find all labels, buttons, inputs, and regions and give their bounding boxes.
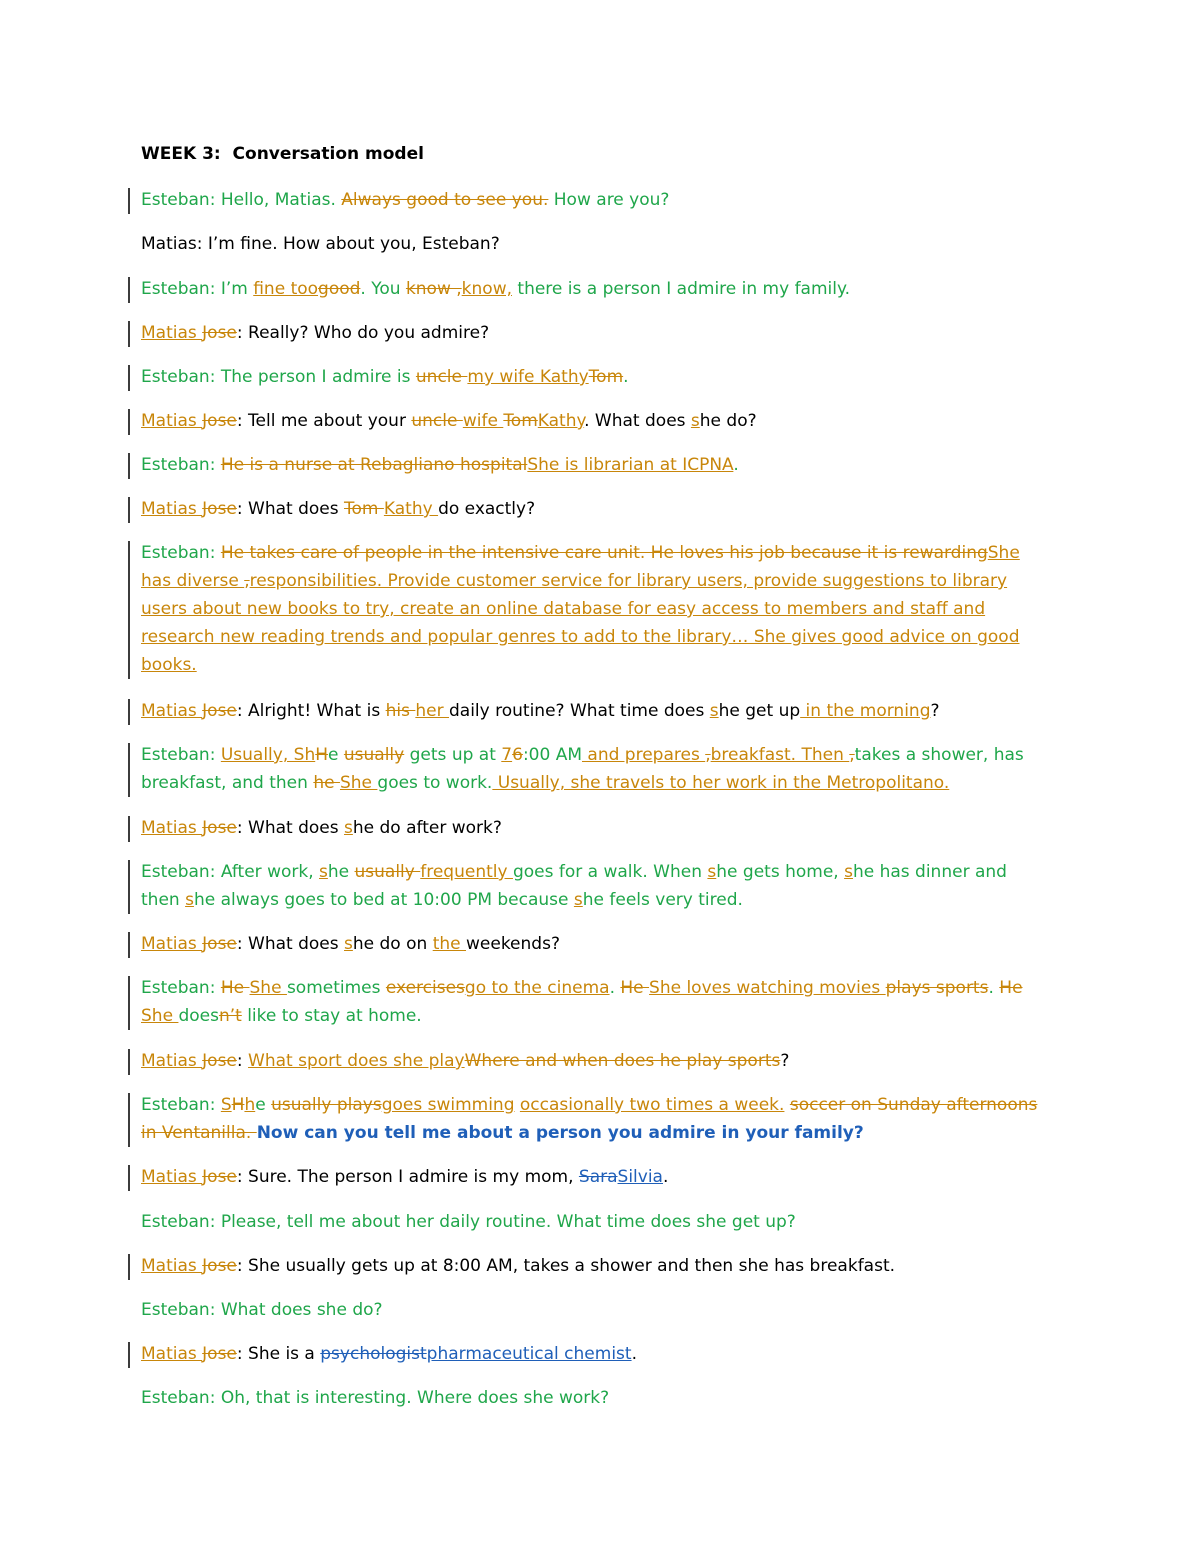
text-run: Esteban: (141, 978, 221, 998)
text-run: pharmaceutical chemist (426, 1344, 632, 1364)
text-run: e (328, 745, 344, 765)
text-run: Sara (578, 1167, 618, 1187)
text-run: : What does (236, 818, 345, 838)
dialogue-line (141, 363, 1046, 391)
text-run: takes a shower, has breakfast, and then (141, 745, 1024, 793)
text-run: Matias (141, 1256, 203, 1276)
dialogue-line (141, 1163, 1046, 1191)
text-run: . (662, 1167, 669, 1187)
document-title: WEEK 3: Conversation model (141, 144, 424, 164)
text-run: h (244, 1095, 256, 1115)
text-run: Matias (141, 1051, 203, 1071)
text-run: : (236, 1051, 249, 1071)
text-run: He (620, 978, 650, 998)
text-run: Esteban: I’m (141, 279, 254, 299)
text-run: exercises (385, 978, 465, 998)
text-run: She (339, 773, 378, 793)
text-run: Silvia (617, 1167, 663, 1187)
text-run: 6 (512, 745, 523, 765)
revision-change-bar (128, 699, 130, 725)
text-run: he get up (718, 701, 801, 721)
text-run: he (313, 773, 340, 793)
text-run: . (733, 455, 739, 475)
revision-change-bar (128, 321, 130, 347)
text-run: Matias (141, 411, 203, 431)
text-run: . What does (584, 411, 691, 431)
text-run: Jose (202, 701, 237, 721)
text-run: S (220, 1095, 232, 1115)
text-run: , (244, 571, 250, 591)
text-run: Jose (202, 323, 237, 343)
revision-change-bar (128, 816, 130, 842)
dialogue-line (141, 1091, 1046, 1147)
dialogue-line (141, 539, 1046, 679)
text-run: goes for a walk. When (512, 862, 708, 882)
text-run: : Tell me about your (236, 411, 412, 431)
text-run: Where and when does he play sports (464, 1051, 781, 1071)
revision-change-bar (128, 277, 130, 303)
revision-change-bar (128, 365, 130, 391)
text-run: She loves watching movies (649, 978, 886, 998)
text-run: . (609, 978, 621, 998)
text-run: occasionally two times a week. (519, 1095, 785, 1115)
text-run: : What does (236, 499, 345, 519)
text-run: Esteban: What does she do? (141, 1300, 383, 1320)
text-run: Matias (141, 818, 203, 838)
text-run: he always goes to bed at 10:00 PM because (193, 890, 574, 910)
text-run: How are you? (548, 190, 670, 210)
text-run: 7 (501, 745, 513, 765)
dialogue-line (141, 1340, 1046, 1368)
revision-change-bar (128, 1342, 130, 1368)
text-run: H (231, 1095, 245, 1115)
text-run: Jose (202, 1167, 237, 1187)
text-run: . (623, 367, 629, 387)
text-run: She has diverse (141, 543, 1020, 591)
text-run: Esteban: Please, tell me about her daily routine. What time does she get up? (141, 1212, 796, 1232)
text-run: he do? (699, 411, 757, 431)
text-run: soccer on Sunday afternoons in Ventanilla. (141, 1095, 1038, 1143)
text-run: She (249, 978, 287, 998)
dialogue-line (141, 1047, 1046, 1075)
text-run: s (319, 862, 328, 882)
text-run: , (705, 745, 711, 765)
text-run: Tom (588, 367, 624, 387)
text-run: Tom (503, 411, 538, 431)
text-run: He (220, 978, 250, 998)
dialogue-line (141, 495, 1046, 523)
text-run: Matias (141, 1167, 203, 1187)
text-run: Jose (202, 1256, 237, 1276)
text-run: Always good to see you. (341, 190, 549, 210)
text-run: Esteban: Hello, Matias. (141, 190, 342, 210)
text-run: breakfast. Then (710, 745, 850, 765)
revision-change-bar (128, 932, 130, 958)
text-run: sometimes (286, 978, 386, 998)
text-run: wife (462, 411, 504, 431)
text-run: in the morning (800, 701, 931, 721)
text-run: H (315, 745, 329, 765)
dialogue-line (141, 1252, 1046, 1280)
text-run: : Sure. The person I admire is my mom, (236, 1167, 579, 1187)
text-run: and prepares (582, 745, 706, 765)
text-run: : What does (236, 934, 345, 954)
revision-change-bar (128, 453, 130, 479)
dialogue-line (141, 974, 1046, 1030)
text-run: Kathy (383, 499, 439, 519)
text-run: gets up at (404, 745, 502, 765)
text-run: usually (354, 862, 421, 882)
revision-change-bar (128, 541, 130, 679)
dialogue-line (141, 814, 1046, 842)
text-run: s (185, 890, 194, 910)
text-run: Now can you tell me about a person you admire in your family? (256, 1123, 864, 1143)
text-run: uncle (415, 367, 468, 387)
dialogue-line (141, 1296, 1046, 1324)
revision-change-bar (128, 1254, 130, 1280)
dialogue-line (141, 451, 1046, 479)
text-run: Matias: I’m fine. How about you, Esteban? (141, 234, 500, 254)
text-run: goes swimming (381, 1095, 515, 1115)
text-run: weekends? (466, 934, 560, 954)
text-run: responsibilities. Provide customer service for library users, provide suggestions to library users about new books to try, create an online database for easy access to members and staff and research new reading trends and popular genres to add to the library… She gives good advice on good books. (141, 571, 1020, 675)
dialogue-line (141, 930, 1046, 958)
dialogue-line (141, 858, 1046, 914)
text-run: Usually, Sh (220, 745, 316, 765)
text-run: s (690, 411, 700, 431)
dialogue-line (141, 697, 1046, 725)
text-run: Kathy (537, 411, 585, 431)
text-run: Matias (141, 701, 203, 721)
text-run: go to the cinema (464, 978, 610, 998)
text-run: know, (461, 279, 512, 299)
revision-change-bar (128, 1093, 130, 1147)
text-run: uncle (411, 411, 463, 431)
text-run: he gets home, (716, 862, 845, 882)
text-run: Jose (202, 1051, 237, 1071)
text-run: She (141, 1006, 179, 1026)
text-run: s (709, 701, 719, 721)
text-run: She is librarian at ICPNA (527, 455, 734, 475)
text-run: Usually, she travels to her work in the Metropolitano. (492, 773, 950, 793)
text-run: What sport does she play (248, 1051, 465, 1071)
text-run: : She is a (236, 1344, 321, 1364)
text-run: Jose (202, 411, 237, 431)
text-run: Jose (202, 818, 237, 838)
text-run: psychologist (320, 1344, 427, 1364)
text-run: Esteban: After work, (141, 862, 320, 882)
text-run: s (573, 890, 583, 910)
text-run: e (255, 1095, 272, 1115)
text-run: . (631, 1344, 637, 1364)
text-run: He takes care of people in the intensive care unit. He loves his job because it is rewarding (220, 543, 988, 563)
text-run: : Really? Who do you admire? (236, 323, 490, 343)
text-run: the (432, 934, 466, 954)
text-run: he do on (352, 934, 433, 954)
text-run: Esteban: (141, 455, 221, 475)
revision-change-bar (128, 976, 130, 1030)
text-run: Esteban: Oh, that is interesting. Where does she work? (141, 1388, 610, 1408)
text-run: do exactly? (438, 499, 536, 519)
text-run: does (178, 1006, 219, 1026)
text-run: Matias (141, 323, 203, 343)
dialogue-line (141, 186, 1046, 214)
text-run: ? (930, 701, 940, 721)
text-run: Esteban: (141, 745, 221, 765)
revision-change-bar (128, 1165, 130, 1191)
text-run: Jose (202, 499, 237, 519)
text-run: : She usually gets up at 8:00 AM, takes a shower and then she has breakfast. (236, 1256, 896, 1276)
revision-change-bar (128, 1049, 130, 1075)
text-run: he (327, 862, 355, 882)
dialogue-line (141, 275, 1046, 303)
dialogue-line (141, 1384, 1046, 1412)
text-run: s (844, 862, 853, 882)
text-run: ? (780, 1051, 790, 1071)
text-run: know , (405, 279, 462, 299)
text-run: s (707, 862, 717, 882)
text-run: . You (360, 279, 406, 299)
dialogue-line (141, 319, 1046, 347)
text-run: daily routine? What time does (449, 701, 710, 721)
text-run: . (988, 978, 1000, 998)
text-run: fine too (253, 279, 319, 299)
dialogue-line (141, 1208, 1046, 1236)
text-run: s (344, 934, 353, 954)
text-run: , (849, 745, 855, 765)
revision-change-bar (128, 409, 130, 435)
text-run: plays sports (885, 978, 989, 998)
text-run: n’t (218, 1006, 242, 1026)
text-run: Esteban: (141, 543, 221, 563)
text-run: usually (343, 745, 405, 765)
text-run: Jose (202, 1344, 237, 1364)
text-run: my wife Kathy (467, 367, 589, 387)
text-run: Esteban: (141, 1095, 221, 1115)
revision-change-bar (128, 188, 130, 214)
text-run: Matias (141, 499, 203, 519)
text-run: He is a nurse at Rebagliano hospital (220, 455, 528, 475)
text-run: usually plays (271, 1095, 382, 1115)
text-run: Tom (344, 499, 384, 519)
text-run: Matias (141, 1344, 203, 1364)
text-run: Matias (141, 934, 203, 954)
text-run: there is a person I admire in my family. (512, 279, 851, 299)
text-run: he has dinner and then (141, 862, 1007, 910)
text-run: He (999, 978, 1023, 998)
text-run: like to stay at home. (241, 1006, 422, 1026)
text-run: frequently (420, 862, 513, 882)
text-run: his (385, 701, 416, 721)
text-run: Esteban: The person I admire is (141, 367, 416, 387)
dialogue-line (141, 407, 1046, 435)
text-run: Jose (202, 934, 237, 954)
text-run: :00 AM (522, 745, 582, 765)
text-run: goes to work. (377, 773, 493, 793)
dialogue-line (141, 741, 1046, 797)
dialogue-line (141, 230, 1046, 258)
revision-change-bar (128, 860, 130, 914)
text-run: her (415, 701, 449, 721)
revision-change-bar (128, 497, 130, 523)
text-run: good (318, 279, 361, 299)
revision-change-bar (128, 743, 130, 797)
text-run: he do after work? (352, 818, 502, 838)
text-run: s (344, 818, 353, 838)
text-run: he feels very tired. (582, 890, 743, 910)
text-run: : Alright! What is (236, 701, 386, 721)
